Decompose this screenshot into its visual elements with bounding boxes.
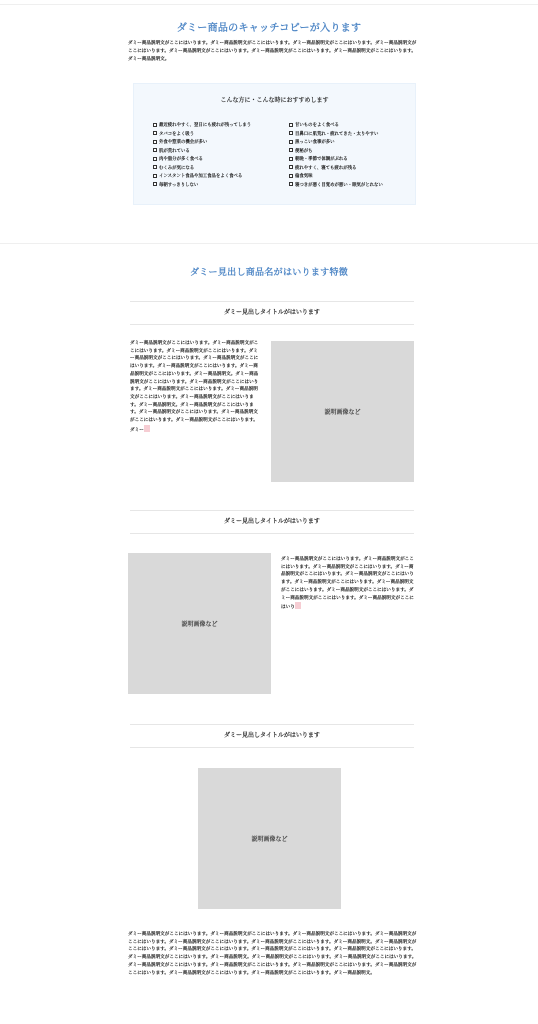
- checkbox-icon: [289, 123, 293, 127]
- recommend-box: [133, 83, 416, 205]
- checkbox-icon: [153, 182, 157, 186]
- list-item-label: むくみが気になる: [159, 165, 195, 171]
- feature-heading-2: ダミー見出しタイトルがはいります: [130, 510, 414, 534]
- list-item-label: 毎朝すっきりしない: [159, 182, 199, 188]
- list-item: [153, 173, 251, 182]
- checkbox-icon: [153, 157, 157, 161]
- list-item: [153, 148, 251, 157]
- text-end-marker: [295, 602, 301, 609]
- list-item-label: 寝つきが悪く目覚めが悪い・眠気がとれない: [295, 182, 383, 188]
- feature-text-1-content: ダミー商品説明文がここにはいります。ダミー商品説明文がここにはいります。ダミー商品説明文がここにはいります。ダミー商品説明文がここにはいります。ダミー商品説明文がここにはいります。ダミー商品説明文がここにはいります。ダミー商品説明文がここにはいります。ダミー商品説明文。ダミー商品説明文がここにはいります。ダミー商品説明文がここにはいります。ダミー商品説明文がここにはいります。ダミー商品説明文がここにはいります。ダミー商品説明文がここにはいります。ダミー商品説明文。ダミー商品説明文がここにはいります。ダミー商品説明文がここにはいります。ダミー商品説明文がここにはいります。ダミー商品説明文がここにはいります。ダミー: [130, 341, 259, 433]
- list-item: [289, 156, 383, 165]
- list-item-label: 肉や脂分が多く食べる: [159, 157, 203, 162]
- list-item-label: 甘いものをよく食べる: [295, 123, 339, 128]
- checkbox-icon: [289, 148, 293, 152]
- feature-heading-1: ダミー見出しタイトルがはいります: [130, 301, 414, 325]
- list-item: [289, 131, 383, 140]
- list-item: [289, 173, 383, 182]
- list-item: [153, 156, 251, 165]
- list-item-label: タバコをよく吸う: [159, 131, 195, 137]
- list-item: [289, 139, 383, 148]
- checkbox-icon: [289, 174, 293, 178]
- recommend-title: こんな方に・こんな時におすすめします: [220, 97, 329, 104]
- list-item: [153, 131, 251, 140]
- list-item: [289, 182, 383, 191]
- list-item-label: 便秘がち: [295, 148, 313, 154]
- checkbox-icon: [153, 131, 157, 135]
- feature-image-1: [271, 341, 414, 482]
- image-placeholder-label: 説明画像など: [181, 621, 218, 628]
- top-divider: [0, 4, 538, 5]
- list-item-label: インスタント食品や加工食品をよく食べる: [159, 174, 243, 179]
- list-item-label: 目鼻口に肌荒れ・疲れてきた・太りやすい: [295, 131, 379, 137]
- list-item: [289, 122, 383, 131]
- checkbox-icon: [153, 174, 157, 178]
- list-item: [153, 182, 251, 191]
- checkbox-icon: [153, 140, 157, 144]
- feature-text-2-content: ダミー商品説明文がここにはいります。ダミー商品説明文がここにはいります。ダミー商品説明文がここにはいります。ダミー商品説明文がここにはいります。ダミー商品説明文がここにはいります。ダミー商品説明文がここにはいります。ダミー商品説明文がここにはいります。ダミー商品説明文がここにはいります。ダミー商品説明文がここにはいります。ダミー商品説明文がここにはいり: [281, 557, 414, 611]
- checkbox-icon: [289, 131, 293, 135]
- feature-text-1: [130, 340, 261, 434]
- checkbox-icon: [153, 123, 157, 127]
- feature-image-2: [128, 553, 271, 694]
- checkbox-icon: [289, 157, 293, 161]
- list-item-label: 偏食気味: [295, 174, 313, 179]
- list-item: [153, 165, 251, 174]
- feature-text-2: [281, 556, 414, 612]
- image-placeholder-label: 説明画像など: [251, 836, 288, 843]
- text-end-marker: [144, 425, 150, 432]
- feature-heading-3: ダミー見出しタイトルがはいります: [130, 724, 414, 748]
- section-divider: [0, 243, 538, 244]
- list-item: [153, 139, 251, 148]
- list-item-label: 朝晩・季節で体調がぶれる: [295, 157, 348, 162]
- recommend-list-right: [289, 122, 383, 190]
- features-title: ダミー見出し商品名がはいります特徴: [189, 268, 349, 278]
- checkbox-icon: [153, 148, 157, 152]
- list-item-label: 黒っこい食事が多い: [295, 140, 335, 145]
- feature-text-3: ダミー商品説明文がここにはいります。ダミー商品説明文がここにはいります。ダミー商品説明文がここにはいります。ダミー商品説明文がここにはいります。ダミー商品説明文がここにはいります。ダミー商品説明文がここにはいります。ダミー商品説明文。ダミー商品説明文がここにはいります。ダミー商品説明文がここにはいります。ダミー商品説明文がここにはいります。ダミー商品説明文がここにはいります。ダミー商品説明文がここにはいります。ダミー商品説明文。ダミー商品説明文がここにはいります。ダミー商品説明文がここにはいります。ダミー商品説明文がここにはいります。ダミー商品説明文がここにはいります。ダミー商品説明文がここにはいります。ダミー商品説明文がここにはいります。ダミー商品説明文がここにはいります。ダミー商品説明文がここにはいります。ダミー商品説明文。: [128, 932, 417, 976]
- image-placeholder-label: 説明画像など: [324, 409, 361, 416]
- list-item: [153, 122, 251, 131]
- list-item: [289, 148, 383, 157]
- list-item-label: 外食や惣菜の機会が多い: [159, 140, 208, 145]
- checkbox-icon: [153, 165, 157, 169]
- list-item: [289, 165, 383, 174]
- list-item-label: 最近疲れやすく、翌日にも疲れが残ってしまう: [159, 123, 252, 128]
- catch-copy-title: ダミー商品のキャッチコピーが入ります: [176, 23, 362, 34]
- feature-image-3: [198, 768, 341, 909]
- recommend-list-left: [153, 122, 251, 190]
- checkbox-icon: [289, 165, 293, 169]
- checkbox-icon: [289, 182, 293, 186]
- catch-copy-body: ダミー商品説明文がここにはいります。ダミー商品説明文がここにはいります。ダミー商品説明文がここにはいります。ダミー商品説明文がここにはいります。ダミー商品説明文がここにはいります。ダミー商品説明文がここにはいります。ダミー商品説明文がここにはいります。ダミー商品説明文。: [128, 41, 417, 62]
- checkbox-icon: [289, 140, 293, 144]
- list-item-label: 肌が荒れている: [159, 148, 190, 154]
- list-item-label: 疲れやすく、寝ても疲れが残る: [295, 165, 357, 171]
